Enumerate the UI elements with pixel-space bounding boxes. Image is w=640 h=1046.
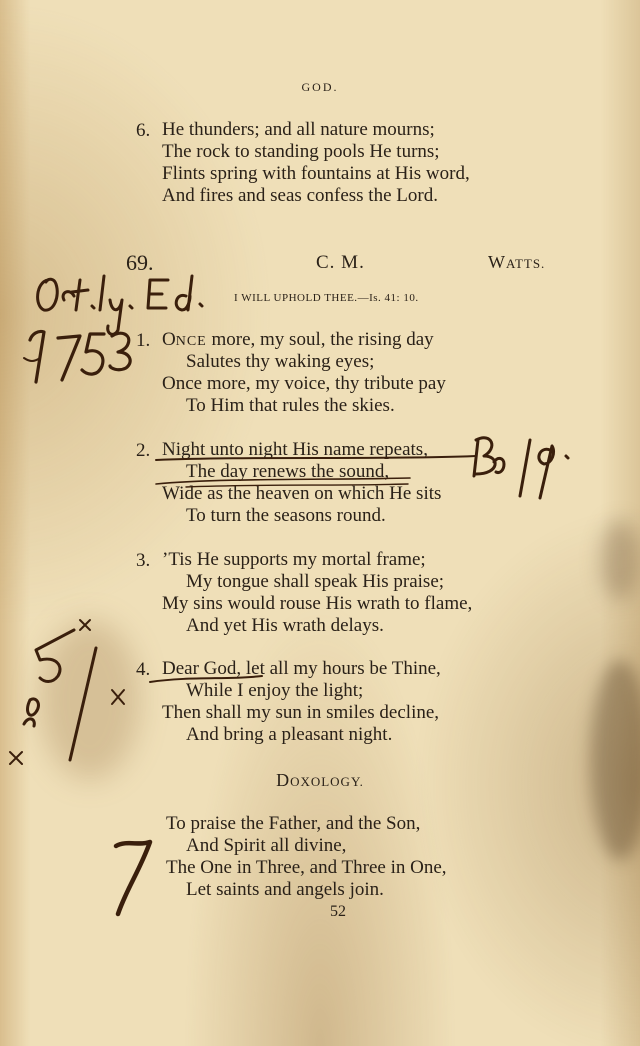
small-caps: NCE (175, 334, 207, 349)
verse-line: He thunders; and all nature mourns; (162, 119, 435, 140)
running-head: GOD. (301, 80, 339, 94)
verse-line: Dear God, let all my hours be Thine, (162, 658, 441, 679)
verse-line: My tongue shall speak His praise; (186, 571, 445, 592)
verse-line: Night unto night His name repeats, (162, 439, 428, 460)
author-rest: ATTS. (506, 256, 546, 271)
stanza-number: 4. (136, 659, 151, 680)
verse-line: The One in Three, and Three in One, (166, 857, 447, 878)
verse-line: And Spirit all divine, (186, 835, 347, 856)
author-initial: W (488, 252, 506, 272)
verse-line: Then shall my sun in smiles decline, (162, 702, 440, 723)
verse-line: The rock to standing pools He turns; (162, 141, 440, 162)
scripture-text: I WILL UPHOLD THEE. (234, 292, 358, 304)
verse-line: To turn the seasons round. (186, 505, 386, 526)
page-number: 52 (330, 903, 346, 920)
hymn-number: 69. (126, 250, 154, 275)
stanza-number: 2. (136, 440, 151, 461)
underline-mark (156, 478, 410, 484)
verse-line: Let saints and angels join. (186, 879, 384, 900)
verse-line: The day renews the sound, (186, 461, 390, 482)
verse-line: Once more, my voice, thy tribute pay (162, 373, 446, 394)
underline-mark (186, 484, 408, 487)
verse-line: ’Tis He supports my mortal frame; (162, 549, 426, 570)
handwritten-year (24, 331, 130, 382)
hymn-meter: C. M. (316, 252, 365, 273)
line-rest: more, my soul, the rising day (206, 329, 434, 350)
verse-line: Wide as the heaven on which He sits (162, 483, 442, 504)
stanza-number: 3. (136, 550, 151, 571)
verse-line: My sins would rouse His wrath to flame, (162, 593, 473, 614)
handwritten-large-number (116, 842, 150, 914)
verse-line: While I enjoy the light; (186, 680, 364, 701)
verse-line: And bring a pleasant night. (186, 724, 393, 745)
underline-mark (150, 676, 262, 682)
handwritten-margin-mark (10, 620, 124, 764)
underline-mark (156, 456, 476, 460)
stanza-number: 6. (136, 120, 151, 141)
stanza-number: 1. (136, 330, 151, 351)
verse-line: Salutes thy waking eyes; (186, 351, 375, 372)
heading-initial: D (276, 770, 291, 790)
drop-initial: O (162, 329, 176, 350)
verse-line: And yet His wrath delays. (186, 615, 384, 636)
verse-line: To Him that rules the skies. (186, 395, 395, 416)
verse-line: Flints spring with fountains at His word, (162, 163, 470, 184)
scripture-ref: —Is. 41: 10. (357, 292, 419, 304)
verse-line: And fires and seas confess the Lord. (162, 185, 438, 206)
verse-line: To praise the Father, and the Son, (166, 813, 421, 834)
heading-rest: OXOLOGY. (290, 774, 364, 789)
handwritten-ref (474, 438, 568, 498)
handwritten-date-note (38, 276, 202, 334)
